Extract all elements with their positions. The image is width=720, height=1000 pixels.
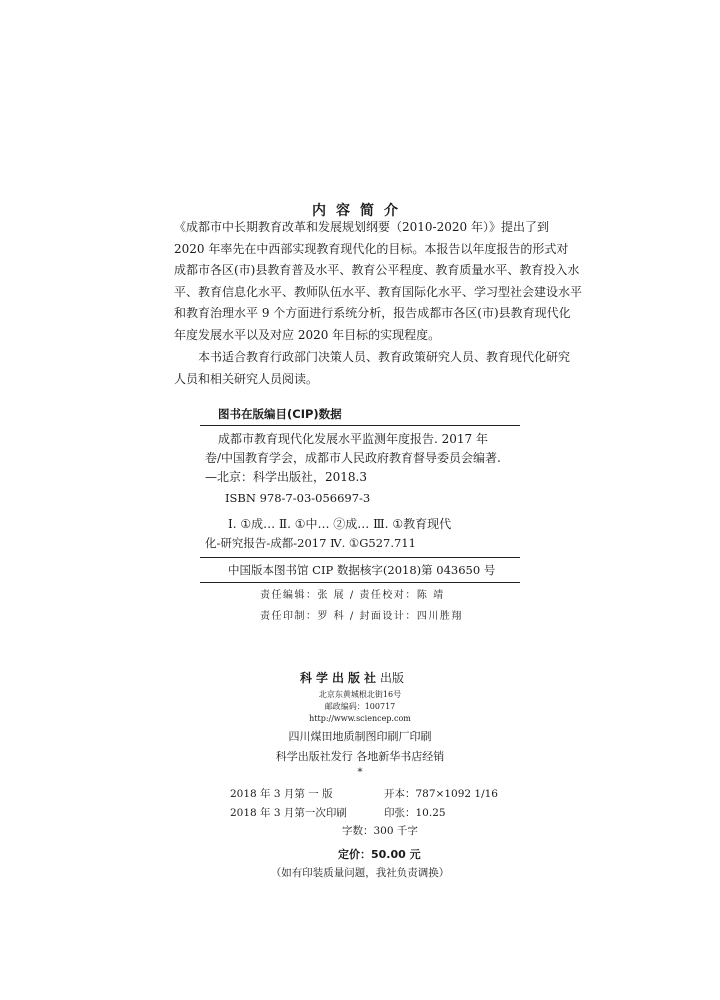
cip-record-line: —北京：科学出版社，2018.3 [205, 470, 367, 484]
quality-notice: （如有印装质量问题，我社负责调换） [270, 867, 450, 879]
word-count: 字数：300 千字 [342, 825, 418, 837]
synopsis-line: 人员和相关研究人员阅读。 [174, 371, 319, 386]
cip-heading: 图书在版编目(CIP)数据 [218, 407, 342, 421]
book-format: 开本：787×1092 1/16 [384, 788, 498, 800]
credits-production: 责任印制：罗 科 / 封面设计：四川胜翔 [260, 611, 463, 622]
cip-top-rule [200, 425, 520, 426]
print-date: 2018 年 3 月第一次印刷 [230, 807, 347, 819]
publisher-name [300, 669, 404, 686]
cip-middle-rule [200, 557, 520, 558]
price: 定价：50.00 元 [338, 848, 421, 861]
cip-classification-line: Ⅰ. ①成… Ⅱ. ①中… ②成… Ⅲ. ①教育现代 [228, 517, 452, 531]
distribution: 科学出版社发行 各地新华书店经销 [275, 750, 445, 763]
edition-date: 2018 年 3 月第 一 版 [230, 788, 333, 800]
synopsis-title: 内容简介 [312, 203, 408, 219]
cip-bottom-rule [200, 582, 520, 583]
synopsis-line: 2020 年率先在中西部实现教育现代化的目标。本报告以年度报告的形式对 [174, 241, 569, 256]
synopsis-line: 成都市各区(市)县教育普及水平、教育公平程度、教育质量水平、教育投入水 [174, 263, 580, 277]
synopsis-line: 年度发展水平以及对应 2020 年目标的实现程度。 [174, 327, 441, 342]
publisher-website: http://www.sciencep.com [309, 714, 411, 723]
cip-record-line: 卷/中国教育学会，成都市人民政府教育督导委员会编著. [205, 451, 501, 465]
publisher-suffix: 出版 [380, 671, 405, 685]
cip-record-line: 成都市教育现代化发展水平监测年度报告. 2017 年 [218, 432, 488, 446]
synopsis-paragraph-2 [174, 347, 572, 390]
synopsis-paragraph-1 [174, 217, 583, 346]
cip-number: 中国版本图书馆 CIP 数据核字(2018)第 043650 号 [228, 563, 496, 577]
cip-isbn: ISBN 978-7-03-056697-3 [225, 491, 371, 505]
synopsis-line: 平、教育信息化水平、教师队伍水平、教育国际化水平、学习型社会建设水平 [174, 284, 583, 299]
publisher-logotype: 科学出版社 [300, 671, 381, 685]
cip-classification-line: 化-研究报告-成都-2017 Ⅳ. ①G527.711 [205, 536, 416, 550]
credits-editors: 责任编辑：张 展 / 责任校对：陈 靖 [260, 590, 445, 601]
separator-star: * [357, 767, 363, 778]
synopsis-line: 本书适合教育行政部门决策人员、教育政策研究人员、教育现代化研究 [198, 350, 571, 364]
publisher-address: 北京东黄城根北街16号 [318, 690, 402, 699]
synopsis-line: 《成都市中长期教育改革和发展规划纲要（2010-2020 年）》提出了到 [174, 220, 549, 234]
publisher-postcode: 邮政编码：100717 [324, 702, 396, 711]
printer: 四川煤田地质制图印刷厂印刷 [288, 730, 432, 743]
printed-sheets: 印张：10.25 [384, 807, 446, 819]
synopsis-line: 和教育治理水平 9 个方面进行系统分析，报告成都市各区(市)县教育现代化 [174, 306, 571, 320]
